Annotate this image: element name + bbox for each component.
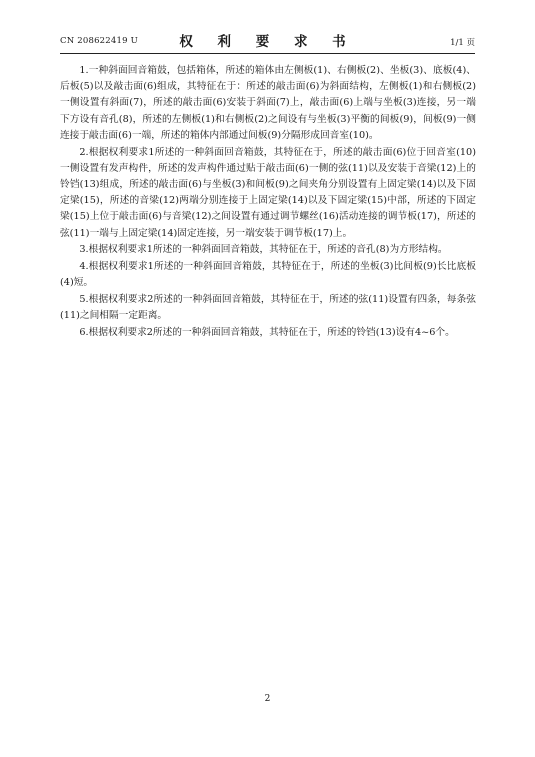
- page-number: 2: [264, 694, 271, 704]
- header-rule: [60, 53, 475, 54]
- claim-1: 1.一种斜面回音箱鼓，包括箱体，所述的箱体由左侧板(1)、右侧板(2)、坐板(3)、底板(4)、后板(5)以及敲击面(6)组成，其特征在于：所述的敲击面(6)为斜面结构，左侧板(1)和右侧板(2)一侧设置有斜面(7)，所述的敲击面(6)安装于斜面(7)上，敲击面(6)上端与坐板(3)连接，另一端下方设有音孔(8)，所述的左侧板(1)和右侧板(2)之间设有与坐板(3)平衡的间板(9)，间板(9)一侧连接于敲击面(6)一端，所述的箱体内部通过间板(9)分隔形成回音室(10)。: [60, 65, 476, 141]
- page-indicator: 1/1 页: [450, 38, 475, 48]
- page-header: [60, 30, 475, 52]
- claim-3: 3.根据权利要求1所述的一种斜面回音箱鼓，其特征在于，所述的音孔(8)为方形结构。: [79, 244, 448, 256]
- claim-5: 5.根据权利要求2所述的一种斜面回音箱鼓，其特征在于，所述的弦(11)设置有四条，每条弦(11)之间相隔一定距离。: [60, 293, 476, 322]
- claim-4: 4.根据权利要求1所述的一种斜面回音箱鼓，其特征在于，所述的坐板(3)比间板(9)长比底板(4)短。: [60, 260, 476, 289]
- claims-section: [60, 63, 476, 341]
- claim-2: 2.根据权利要求1所述的一种斜面回音箱鼓，其特征在于，所述的敲击面(6)位于回音室(10)一侧设置有发声构件，所述的发声构件通过贴于敲击面(6)一侧的弦(11)以及安装于音梁(12)上的铃铛(13)组成，所述的敲击面(6)与坐板(3)和间板(9)之间夹角分别设置有上固定梁(14)以及下固定梁(15)，所述的音梁(12)两端分别连接于上固定梁(14)以及下固定梁(15)中部，所述的下固定梁(15)上位于敲击面(6)与音梁(12)之间设置有通过调节螺丝(16)活动连接的调节板(17)，所述的弦(11)一端与上固定梁(14)固定连接，另一端安装于调节板(17)上。: [60, 146, 476, 239]
- document-title: 权 利 要 求 书: [179, 34, 356, 50]
- claim-6: 6.根据权利要求2所述的一种斜面回音箱鼓，其特征在于，所述的铃铛(13)设有4~6个。: [79, 326, 455, 338]
- publication-number: CN 208622419 U: [60, 36, 138, 46]
